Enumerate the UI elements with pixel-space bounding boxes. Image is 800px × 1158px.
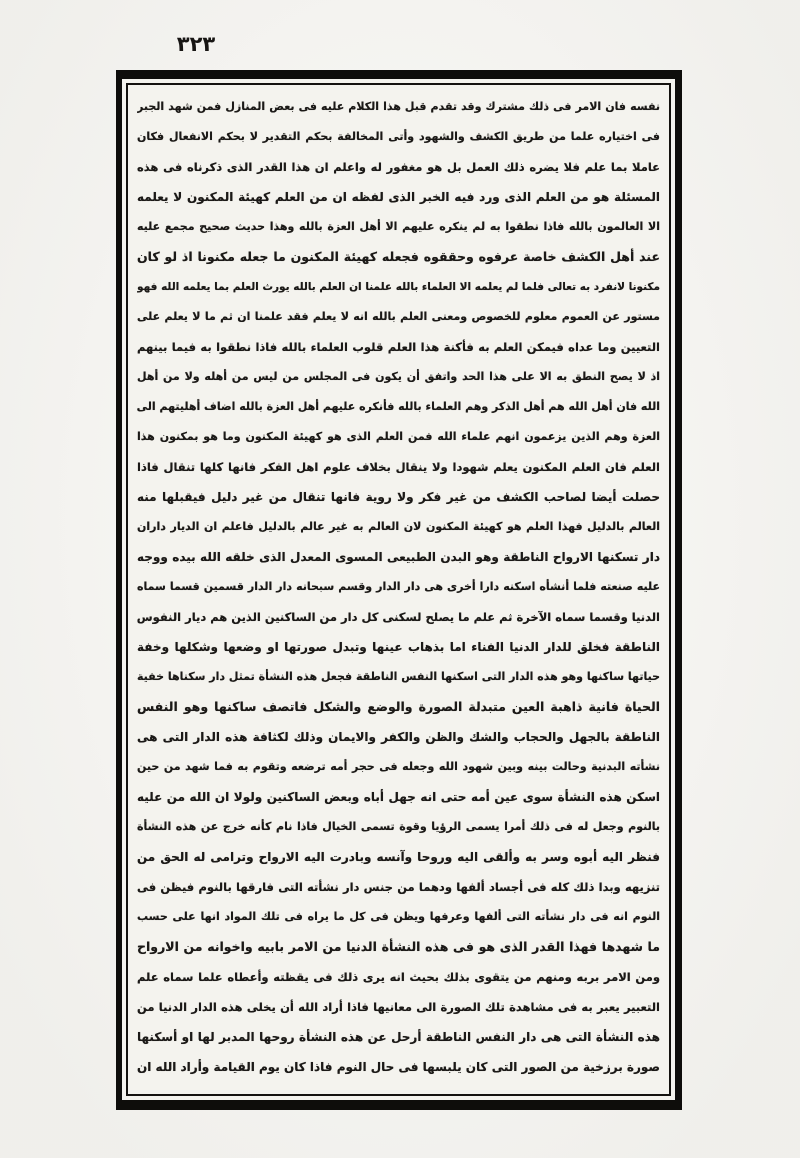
- text-line: الله فان أهل الله هم أهل الذكر وهم العلماء بالله فأنكره عليهم أهل العزة بالله اضاف أهليتهم الى: [137, 400, 660, 413]
- text-line: العالم بالدليل فهذا العلم هو كهيئة المكنون لان العالم به غير عالم بالدليل فاعلم ان الديار داران: [137, 520, 660, 533]
- text-line: صورة برزخية من الصور التى كان يلبسها فى حال النوم فاذا كان يوم القيامة وأراد الله ان: [137, 1060, 660, 1074]
- text-line: عند أهل الكشف خاصة عرفوه وحققوه فجعله كهيئة المكنون ما جعله مكنونا اذ لو كان: [137, 249, 660, 264]
- body-text: [137, 92, 660, 1090]
- text-line: ما شهدها فهذا القدر الذى هو فى هذه النشأة الدنيا من الامر بابيه واخوانه من الارواح: [137, 939, 660, 954]
- text-line: العزة وهم الذين يزعمون انهم علماء الله فمن العلم الذى هو كهيئة المكنون وما هو بمكنون هذا: [137, 430, 660, 443]
- text-line: النوم انه فى دار نشأته التى ألفها وعرفها ويظن فى كل ما يراه فى تلك المواد انها على حسب: [137, 910, 660, 923]
- text-line: تنزيهه وبدا ذلك كله فى أجساد ألفها ودهما من جنس دار نشأته التى فارقها بالنوم فيظن فى: [137, 880, 660, 894]
- text-line: هذه النشأة التى هى دار النفس الناطقة أرحل عن هذه النشأة روحها المدبر لها او أسكنها: [137, 1030, 660, 1044]
- text-line: اذ لا يصح النطق به الا على هذا الحد واتفق أن يكون فى المجلس من ليس من أهله ولا من أهل: [137, 370, 660, 383]
- text-line: بالنوم وجعل له فى ذلك أمرا يسمى الرؤيا وقوة تسمى الخيال فاذا نام كأنه خرج عن هذه النشأة: [137, 820, 660, 833]
- text-line: الا العالمون بالله فاذا نطقوا به لم ينكره عليهم الا أهل العزة بالله وهذا حديث صحيح مجمع عليه: [137, 220, 660, 233]
- text-line: ومن الامر بربه ومنهم من يتقوى بذلك بحيث انه يرى ذلك فى يقظته وأعطاه علما سماه علم: [137, 970, 660, 984]
- text-line: نفسه فان الامر فى ذلك مشترك وقد تقدم قبل هذا الكلام عليه فى بعض المنازل فمن شهد الجبر: [137, 100, 660, 113]
- text-line: فنظر اليه أبوه وسر به وألقى اليه وروحا وآنسه وبادرت اليه الارواح وترامى له الحق من: [137, 850, 660, 864]
- text-line: المسئلة هو من العلم الذى ورد فيه الخبر الذى لفظه ان من العلم كهيئة المكنون لا يعلمه: [137, 190, 660, 204]
- text-frame-border: [116, 70, 682, 1110]
- text-line: دار تسكنها الارواح الناطقة وهو البدن الطبيعى المسوى المعدل الذى خلقه الله بيده ووجه: [137, 550, 660, 564]
- text-line: حياتها ساكنها وهو هذه الدار التى اسكنها النفس الناطقة فجعل هذه النشأة تمثل دار سكناها خفية: [137, 670, 660, 683]
- text-line: التعيين وما عداه فيمكن العلم به فأكنة هذا العلم قلوب العلماء بالله فاذا نطقوا به فيما بينهم: [137, 340, 660, 354]
- text-line: العلم فان العلم المكنون يعلم شهودا ولا ينقال بخلاف علوم اهل الفكر فانها كلها تنقال فاذا: [137, 460, 660, 474]
- text-line: اسكن هذه النشأة سوى عين أمه حتى انه جهل أباه وبعض الساكنين ولولا ان الله من عليه: [137, 790, 660, 804]
- text-line: عليه صنعته فلما أنشأه اسكنه دارا أخرى هى دار الدار وقسم سبحانه دار الدار قسمين قسما سماه: [137, 580, 660, 593]
- text-line: مستور عن العموم معلوم للخصوص ومعنى العلم بالله انه لا يعلم فقد علمنا ان ثم ما لا يعلم على: [137, 310, 660, 323]
- text-line: الحياة فانية ذاهبة العين متبدلة الصورة والوضع والشكل فاتصف ساكنها وهو النفس: [137, 699, 660, 714]
- text-line: الناطقة فخلق للدار الدنيا الفناء اما بذهاب عينها وتبدل صورتها او وضعها وشكلها وخفة: [137, 640, 660, 654]
- text-line: الدنيا وقسما سماه الآخرة ثم علم ما يصلح لسكنى كل دار من الساكنين الذين هم ديار النفوس: [137, 610, 660, 624]
- text-line: نشأته البدنية وحالت بينه وبين شهود الله وجعله فى حجر أمه ترضعه وتقوم به فما شهد من حين: [137, 760, 660, 773]
- text-line: التعبير يعبر به فى مشاهدة تلك الصورة الى معانيها فاذا أراد الله أن يخلى هذه الدار الدنيا من: [137, 1000, 660, 1014]
- text-line: مكنونا لانفرد به تعالى فلما لم يعلمه الا العلماء بالله علمنا ان العلم بالله يورث العلم بما يعلمه الله فهو: [137, 281, 660, 293]
- text-line: عاملا بما علم فلا يضره ذلك العمل بل هو مغفور له واعلم ان هذا القدر الذى ذكرناه فى هذه: [137, 160, 660, 174]
- text-line: الناطقة بالجهل والحجاب والشك والظن والكفر والايمان وذلك لكثافة هذه الدار التى هى: [137, 730, 660, 744]
- text-frame-inner: [126, 83, 671, 1096]
- page-number: ٣٢٣: [176, 32, 216, 56]
- text-line: حصلت أيضا لصاحب الكشف من غير فكر ولا روية فانها تنقال من غير دليل فيقبلها منه: [137, 490, 660, 504]
- text-line: فى اختياره علما من طريق الكشف والشهود وأتى المخالفة بحكم التقدير لا بحكم الانفعال فكان: [137, 130, 660, 143]
